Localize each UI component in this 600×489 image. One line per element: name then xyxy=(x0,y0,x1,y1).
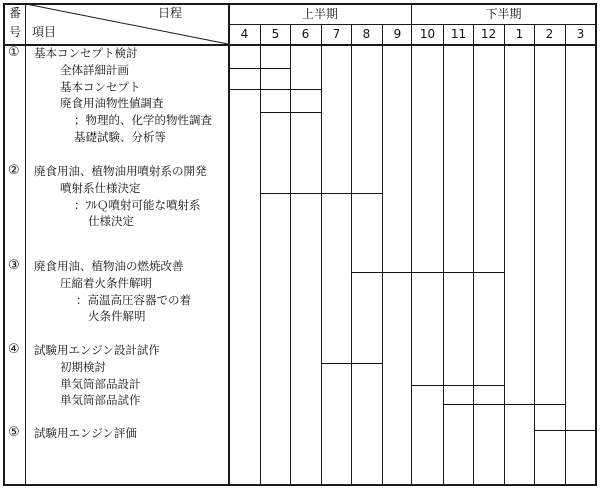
month-label: 7 xyxy=(332,27,341,41)
schedule-bar xyxy=(351,272,504,273)
month-column-divider xyxy=(321,24,322,485)
section-title: 廃食用油、植物油用噴射系の開発 xyxy=(34,164,207,178)
schedule-bar xyxy=(260,112,321,113)
month-label: 2 xyxy=(545,27,554,41)
month-label: 3 xyxy=(576,27,585,41)
number-header-char-1: 番 xyxy=(8,6,21,20)
section-title: 試験用エンジン評価 xyxy=(34,426,137,440)
task-label: 基本コンセプト xyxy=(60,80,141,94)
task-label: 圧縮着火条件解明 xyxy=(60,276,152,290)
month-label: 9 xyxy=(393,27,402,41)
task-label: 廃食用油物性値調査 xyxy=(60,96,164,110)
task-label: 単気筒部品設計 xyxy=(60,377,141,391)
task-label: ：ﾌﾙＱ噴射可能な噴射系 xyxy=(74,198,201,212)
schedule-bar xyxy=(412,385,504,386)
month-column-divider xyxy=(290,24,291,485)
month-column-divider xyxy=(565,24,566,485)
schedule-bar xyxy=(229,89,321,90)
month-label: 8 xyxy=(362,27,371,41)
task-label: 仕様決定 xyxy=(88,214,134,228)
section-title: 試験用エンジン設計試作 xyxy=(34,343,160,357)
task-label: 基礎試験、分析等 xyxy=(74,130,166,144)
month-label: 6 xyxy=(301,27,310,41)
month-column-divider xyxy=(260,24,261,485)
month-column-divider xyxy=(382,24,383,485)
month-column-divider xyxy=(534,24,535,485)
section-title: 基本コンセプト検討 xyxy=(34,46,138,60)
section-number: ① xyxy=(8,45,20,60)
section-number: ④ xyxy=(8,342,20,357)
month-column-divider xyxy=(504,24,505,485)
section-number: ⑤ xyxy=(8,425,20,440)
second-half-header: 下半期 xyxy=(485,7,522,21)
month-label: 11 xyxy=(450,27,467,41)
month-column-divider xyxy=(351,24,352,485)
task-label: 単気筒部品試作 xyxy=(60,393,141,407)
number-header-char-2: 号 xyxy=(8,25,21,39)
task-label: 全体詳細計画 xyxy=(60,63,129,77)
month-label: 12 xyxy=(480,27,497,41)
month-label: 4 xyxy=(240,27,249,41)
section-title: 廃食用油、植物油の燃焼改善 xyxy=(34,259,184,273)
month-label: 10 xyxy=(419,27,436,41)
first-half-header: 上半期 xyxy=(301,7,338,21)
schedule-bar xyxy=(321,363,382,364)
section-number: ② xyxy=(8,163,20,178)
month-column-divider xyxy=(473,24,474,485)
schedule-bar xyxy=(229,68,290,69)
month-label: 5 xyxy=(271,27,280,41)
task-label: ：高温高圧容器での着 xyxy=(76,293,191,307)
schedule-bar xyxy=(534,430,595,431)
month-label: 1 xyxy=(515,27,524,41)
task-label: ；物理的、化学的物性調査 xyxy=(74,113,212,127)
schedule-bar xyxy=(260,193,382,194)
item-header-label: 項目 xyxy=(32,25,57,39)
task-label: 火条件解明 xyxy=(88,309,146,323)
schedule-bar xyxy=(443,404,565,405)
task-label: 噴射系仕様決定 xyxy=(60,181,141,195)
task-label: 初期検討 xyxy=(60,360,106,374)
schedule-header-label: 日程 xyxy=(157,6,182,20)
section-number: ③ xyxy=(8,258,20,273)
month-column-divider xyxy=(443,24,444,485)
